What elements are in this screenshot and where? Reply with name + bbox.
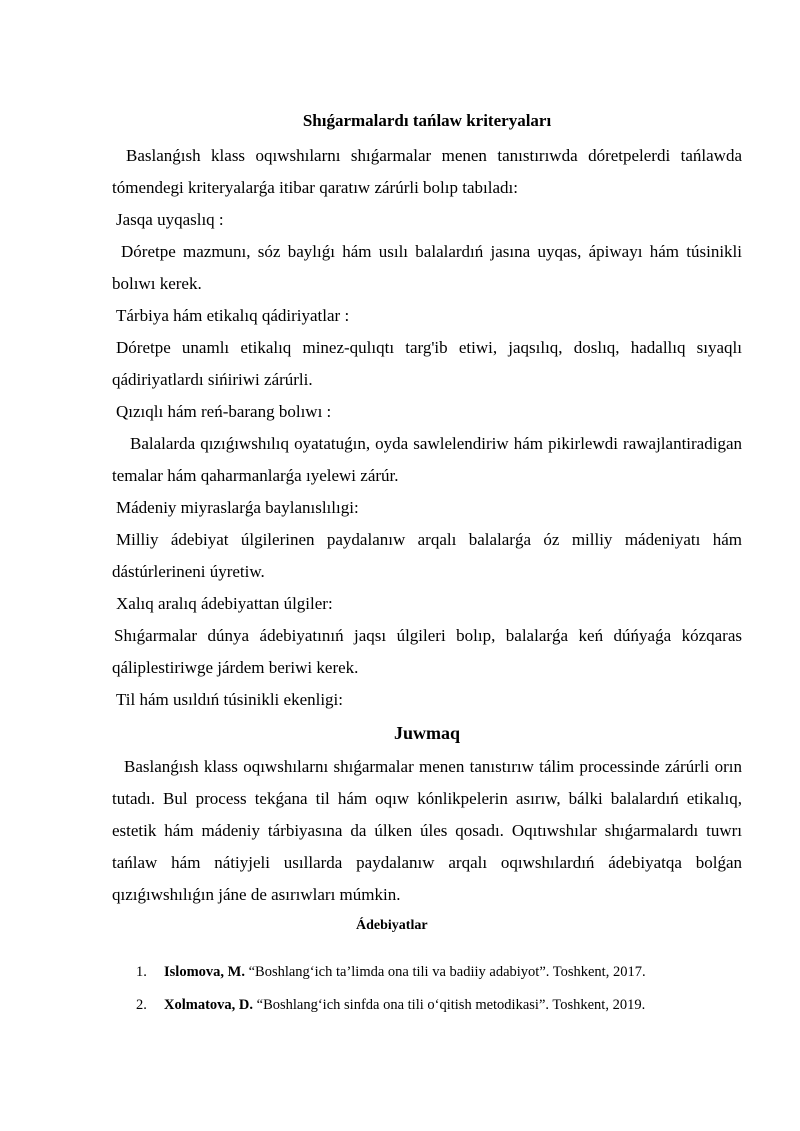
reference-number: 1.: [136, 964, 147, 980]
document-body: [112, 106, 742, 911]
criterion-text-4: Milliy ádebiyat úlgilerinen paydalanıw arqalı balalarǵa óz milliy mádeniyatı hám dástúrlerineni úyretiw.: [112, 530, 742, 581]
reference-item: [136, 995, 776, 1015]
criterion-heading-3: Qızıqlı hám reń-barang bolıwı :: [116, 402, 332, 421]
conclusion-paragraph: Baslanǵısh klass oqıwshılarnı shıǵarmalar menen tanıstırıw tálim processinde zárúrli orın tutadı. Bul process tekǵana til hám oqıw kónlikpelerin asırıw, bálki balalardıń etikalıq, estetik hám mádeniy tárbiyasına da úlken úles qosadı. Oqıtıwshılar shıǵarmalardı tuwrı tańlaw hám nátiyjeli usıllarda paydalanıw arqalı oqıwshılardıń ádebiyatqa bolǵan qızıǵıwshılıǵın jáne de asırıwları múmkin.: [112, 757, 742, 904]
reference-item: [136, 962, 776, 982]
criterion-heading-1: Jasqa uyqaslıq :: [116, 210, 224, 229]
criterion-text-5: Shıǵarmalar dúnya ádebiyatınıń jaqsı úlgileri bolıp, balalarǵa keń dúńyaǵa kózqaras qáliplestiriwge járdem beriwi kerek.: [112, 626, 742, 677]
reference-details: “Boshlang‘ich sinfda ona tili o‘qitish metodikasi”. Toshkent, 2019.: [253, 997, 646, 1013]
references-title: Ádebiyatlar: [356, 918, 428, 933]
document-title: Shıǵarmalardı tańlaw kriteryaları: [302, 111, 552, 130]
reference-number: 2.: [136, 997, 147, 1013]
criterion-heading-6: Til hám usıldıń túsinikli ekenligi:: [116, 690, 344, 709]
conclusion-title: Juwmaq: [393, 723, 460, 743]
references-list: [136, 962, 776, 1028]
reference-author: Islomova, M.: [164, 964, 245, 980]
criterion-heading-2: Tárbiya hám etikalıq qádiriyatlar :: [116, 306, 350, 325]
reference-details: “Boshlang‘ich ta’limda ona tili va badiiy adabiyot”. Toshkent, 2017.: [244, 964, 646, 980]
criterion-heading-4: Mádeniy miyraslarǵa baylanıslılıgi:: [116, 498, 359, 517]
criterion-heading-5: Xalıq aralıq ádebiyattan úlgiler:: [116, 594, 333, 613]
criterion-text-3: Balalarda qızıǵıwshılıq oyatatuǵın, oyda sawlelendiriw hám pikirlewdi rawajlantiradigan temalar hám qaharmanlarǵa ıyelewi zárúr.: [112, 434, 742, 485]
criterion-text-1: Dóretpe mazmunı, sóz baylıǵı hám usılı balalardıń jasına uyqas, ápiwayı hám túsinikli bolıwı kerek.: [112, 242, 742, 293]
reference-author: Xolmatova, D.: [164, 997, 254, 1013]
intro-paragraph: Baslanǵısh klass oqıwshılarnı shıǵarmalar menen tanıstırıwda dóretpelerdi tańlawda tómendegi kriteryalarǵa itibar qaratıw zárúrli bolıp tabıladı:: [112, 146, 742, 197]
criterion-text-2: Dóretpe unamlı etikalıq minez-qulıqtı targ'ib etiwi, jaqsılıq, doslıq, hadallıq sıyaqlı qádiriyatlardı sińiriwi zárúrli.: [112, 338, 742, 389]
